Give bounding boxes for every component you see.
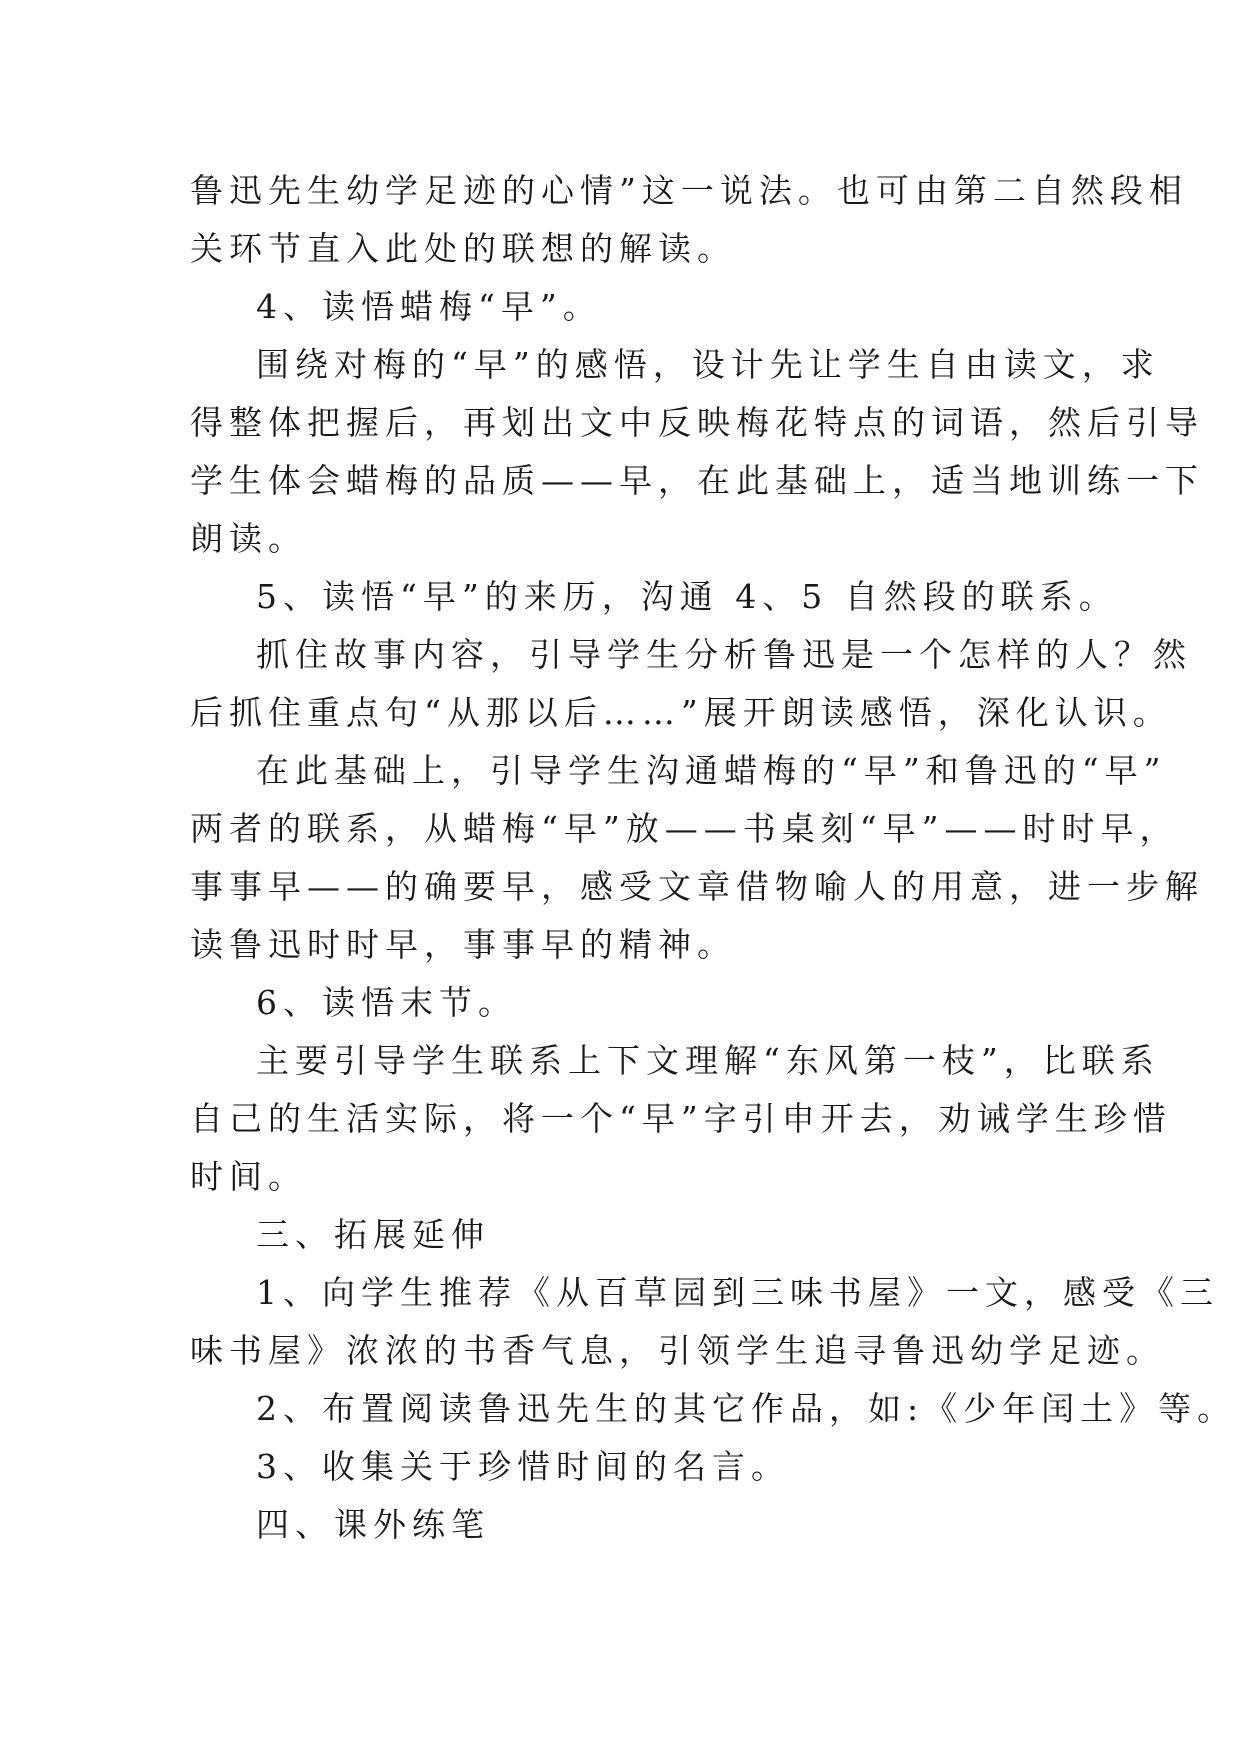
text-line: 鲁迅先生幼学足迹的心情”这一说法。也可由第二自然段相: [190, 171, 1188, 210]
text-line: 围绕对梅的“早”的感悟，设计先让学生自由读文，求: [256, 345, 1160, 384]
text-line: 抓住故事内容，引导学生分析鲁迅是一个怎样的人？然: [256, 635, 1192, 674]
section-heading: 4、读悟蜡梅“早”。: [256, 287, 602, 326]
list-item: 1、向学生推荐《从百草园到三味书屋》一文，感受《三: [256, 1273, 1219, 1312]
text-line: 得整体把握后，再划出文中反映梅花特点的词语，然后引导: [190, 403, 1204, 442]
text-line: 主要引导学生联系上下文理解“东风第一枝”，比联系: [256, 1041, 1160, 1080]
text-line: 学生体会蜡梅的品质——早，在此基础上，适当地训练一下: [190, 461, 1204, 500]
text-line: 关环节直入此处的联想的解读。: [190, 229, 736, 268]
section-heading: 5、读悟“早”的来历，沟通 4、5 自然段的联系。: [256, 577, 1118, 616]
text-line: 味书屋》浓浓的书香气息，引领学生追寻鲁迅幼学足迹。: [190, 1331, 1165, 1370]
document-body: [190, 162, 1237, 1554]
text-line: 事事早——的确要早，感受文章借物喻人的用意，进一步解: [190, 867, 1204, 906]
text-line: 朗读。: [190, 519, 307, 558]
list-item: 3、收集关于珍惜时间的名言。: [256, 1447, 790, 1486]
text-line: 在此基础上，引导学生沟通蜡梅的“早”和鲁迅的“早”: [256, 751, 1167, 790]
text-line: 两者的联系，从蜡梅“早”放——书桌刻“早”——时时早，: [190, 809, 1179, 848]
text-line: 自己的生活实际，将一个“早”字引申开去，劝诫学生珍惜: [190, 1099, 1172, 1138]
section-heading: 三、拓展延伸: [256, 1215, 490, 1254]
text-line: 后抓住重点句“从那以后……”展开朗读感悟，深化认识。: [190, 693, 1172, 732]
section-heading: 四、课外练笔: [256, 1505, 490, 1544]
section-heading: 6、读悟末节。: [256, 983, 517, 1022]
text-line: 读鲁迅时时早，事事早的精神。: [190, 925, 736, 964]
list-item: 2、布置阅读鲁迅先生的其它作品，如:《少年闰土》等。: [256, 1389, 1237, 1428]
text-line: 时间。: [190, 1157, 307, 1196]
